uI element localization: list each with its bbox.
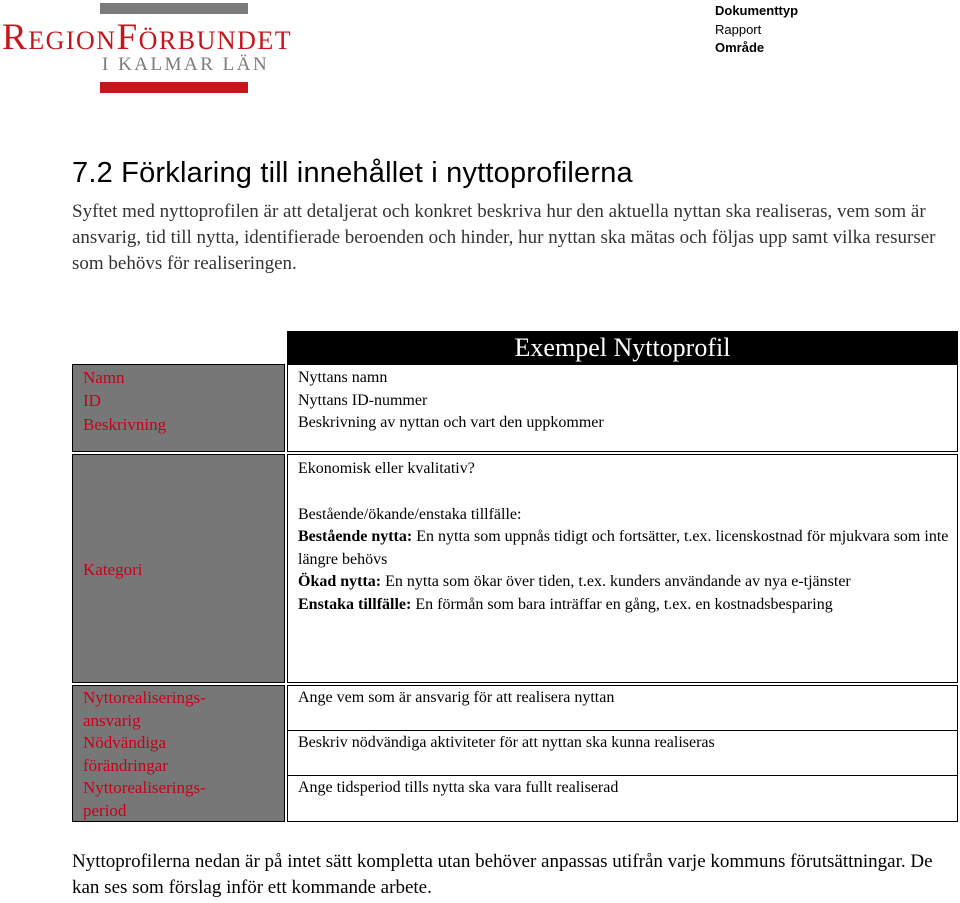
category-item	[298, 526, 957, 571]
logo-wordmark: REGIONFÖRBUNDET	[2, 17, 293, 58]
area-label: Område	[715, 40, 765, 55]
realization-labels-cell	[72, 685, 285, 822]
category-term: Enstaka tillfälle:	[298, 595, 412, 613]
document-meta	[715, 2, 798, 58]
category-item	[298, 571, 957, 594]
value-id: Nyttans ID-nummer	[298, 391, 428, 409]
period-value-cell	[287, 775, 958, 822]
value-forandringar: Beskriv nödvändiga aktiviteter för att nyttan ska kunna realiseras	[298, 734, 715, 751]
value-beskrivning: Beskrivning av nyttan och vart den uppkommer	[298, 414, 604, 431]
category-text: En nytta som ökar över tiden, t.ex. kunders användande av nya e-tjänster	[381, 573, 851, 590]
logo-subline: I KALMAR LÄN	[102, 54, 270, 75]
responsible-value-cell	[287, 685, 958, 731]
logo-grey-bar	[100, 3, 248, 14]
label-namn: Namn	[83, 368, 125, 387]
closing-paragraph: Nyttoprofilerna nedan är på intet sätt kompletta utan behöver anpassas utifrån varje kommuns förutsättningar. De kan ses som förslag inför ett kommande arbete.	[72, 851, 933, 898]
value-period: Ange tidsperiod tills nytta ska vara fullt realiserad	[298, 779, 619, 796]
logo-red-bar	[100, 82, 248, 93]
label-period-1: Nyttorealiserings-	[83, 778, 206, 797]
identity-values-cell	[287, 364, 958, 452]
benefit-profile-table	[72, 331, 958, 822]
category-intro: Bestående/ökande/enstaka tillfälle:	[298, 505, 522, 523]
value-namn: Nyttans namn	[298, 369, 388, 386]
value-ansvarig: Ange vem som är ansvarig för att realisera nyttan	[298, 689, 615, 706]
category-term: Ökad nytta:	[298, 573, 382, 590]
label-ansvar-1: Nyttorealiserings-	[83, 688, 206, 707]
label-period-2: period	[83, 800, 127, 820]
label-forandringar-2: förändringar	[83, 755, 168, 775]
label-forandringar-1: Nödvändiga	[83, 733, 167, 752]
section-title: 7.2 Förklaring till innehållet i nyttoprofilerna	[72, 157, 633, 189]
category-text: En förmån som bara inträffar en gång, t.ex. en kostnadsbesparing	[411, 595, 833, 613]
category-item	[298, 594, 957, 617]
label-kategori: Kategori	[83, 560, 143, 579]
label-id: ID	[83, 390, 101, 410]
doc-type-label: Dokumenttyp	[715, 3, 799, 18]
label-beskrivning: Beskrivning	[83, 415, 167, 434]
identity-labels-cell	[72, 364, 285, 452]
organization-logo	[0, 0, 350, 100]
category-term: Bestående nytta:	[298, 528, 413, 545]
category-label-cell	[72, 454, 285, 683]
category-question: Ekonomisk eller kvalitativ?	[298, 460, 475, 477]
table-header: Exempel Nyttoprofil	[287, 331, 958, 364]
intro-paragraph: Syftet med nyttoprofilen är att detaljerat och konkret beskriva hur den aktuella nyttan ska realiseras, vem som är ansvarig, tid till nytta, identifierade beroenden och hinder, hur nyttan ska mätas och följas upp samt vilka resurser som behövs för realiseringen.	[72, 201, 936, 274]
changes-value-cell	[287, 730, 958, 776]
category-values-cell	[287, 454, 958, 683]
doc-type-value: Rapport	[715, 21, 762, 37]
category-text: En nytta som uppnås tidigt och fortsätter, t.ex. licenskostnad för mjukvara som inte längre behövs	[298, 528, 949, 568]
label-ansvar-2: ansvarig	[83, 710, 141, 730]
